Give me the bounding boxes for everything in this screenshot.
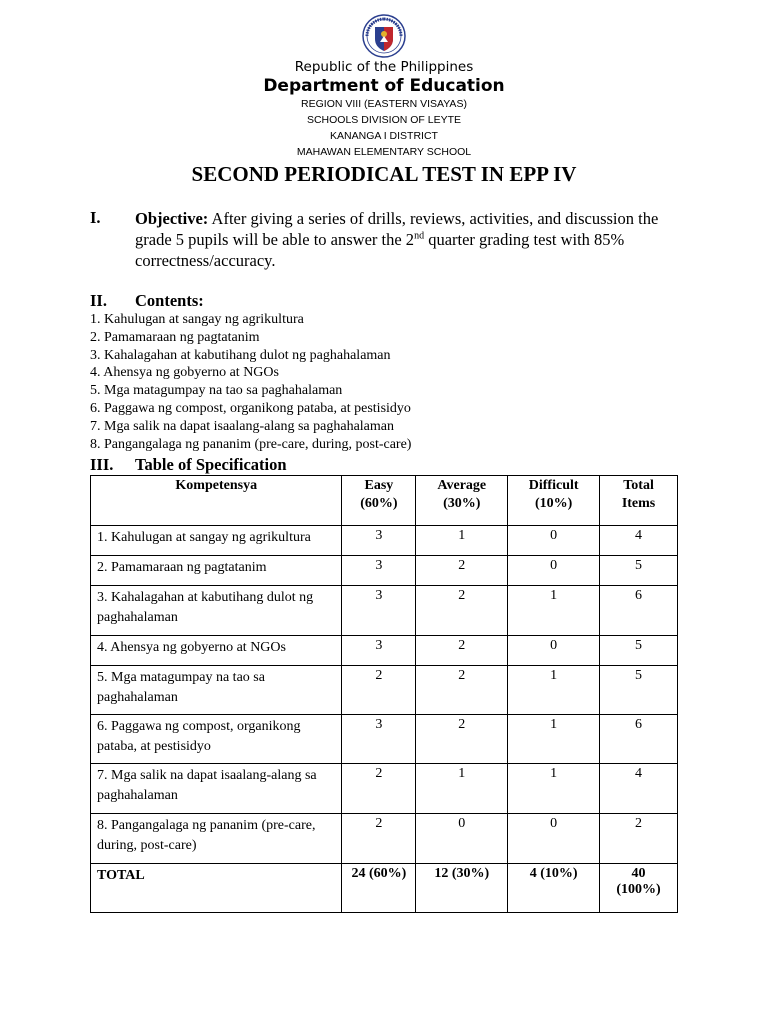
average-cell: 2	[416, 586, 508, 636]
contents-item: 1. Kahulugan at sangay ng agrikultura	[90, 312, 304, 327]
easy-cell: 3	[342, 636, 416, 666]
easy-cell: 3	[342, 556, 416, 586]
competency-cell: 4. Ahensya ng gobyerno at NGOs	[91, 636, 342, 666]
average-cell: 1	[416, 764, 508, 814]
contents-item: 7. Mga salik na dapat isaalang-alang sa paghahalaman	[90, 418, 394, 434]
easy-cell: 2	[342, 814, 416, 864]
average-cell: 2	[416, 715, 508, 764]
section-number-specification: III.	[90, 455, 114, 474]
republic-heading: Republic of the Philippines	[294, 59, 474, 75]
contents-item: 5. Mga matagumpay na tao sa paghahalaman	[90, 383, 343, 399]
total-average-cell: 12 (30%)	[416, 864, 508, 913]
table-row	[91, 814, 678, 864]
contents-list	[90, 311, 411, 453]
competency-cell: 2. Pamamaraan ng pagtatanim	[91, 556, 342, 586]
total-items-cell: 40 (100%)	[600, 864, 678, 913]
deped-seal-logo	[362, 14, 406, 58]
difficult-cell: 1	[508, 715, 600, 764]
competency-cell: 3. Kahalagahan at kabutihang dulot ng paghahalaman	[91, 586, 342, 636]
average-cell: 2	[416, 636, 508, 666]
difficult-cell: 0	[508, 556, 600, 586]
header-average: Average (30%)	[416, 476, 508, 526]
table-row	[91, 586, 678, 636]
contents-item: 6. Paggawa ng compost, organikong pataba, at pestisidyo	[90, 400, 411, 416]
average-cell: 0	[416, 814, 508, 864]
average-cell: 2	[416, 556, 508, 586]
total-easy-cell: 24 (60%)	[342, 864, 416, 913]
table-row	[91, 526, 678, 556]
section-number-objective: I.	[90, 208, 101, 227]
table-total-row	[91, 864, 678, 913]
objective-paragraph	[135, 208, 680, 271]
school-line: MAHAWAN ELEMENTARY SCHOOL	[296, 146, 472, 158]
difficult-cell: 1	[508, 586, 600, 636]
table-row	[91, 636, 678, 666]
competency-cell: 1. Kahulugan at sangay ng agrikultura	[91, 526, 342, 556]
objective-superscript: nd	[414, 230, 425, 242]
header-competency: Kompetensya	[91, 476, 342, 526]
easy-cell: 3	[342, 586, 416, 636]
competency-cell: 5. Mga matagumpay na tao sa paghahalaman	[91, 666, 342, 715]
contents-item: 2. Pamamaraan ng pagtatanim	[90, 329, 260, 345]
contents-item: 3. Kahalagahan at kabutihang dulot ng paghahalaman	[90, 347, 391, 363]
competency-cell: 6. Paggawa ng compost, organikong pataba, at pestisidyo	[91, 715, 342, 764]
competency-cell: 8. Pangangalaga ng pananim (pre-care, during, post-care)	[91, 814, 342, 864]
total-cell: 5	[600, 636, 678, 666]
table-header-row	[91, 476, 678, 526]
header-total-items: Total Items	[600, 476, 678, 526]
objective-label: Objective:	[135, 209, 209, 228]
total-label-cell: TOTAL	[91, 864, 342, 913]
region-line: REGION VIII (EASTERN VISAYAS)	[301, 98, 467, 110]
table-row	[91, 556, 678, 586]
contents-heading: Contents:	[135, 291, 204, 310]
table-row	[91, 764, 678, 814]
total-cell: 4	[600, 764, 678, 814]
header-easy: Easy (60%)	[342, 476, 416, 526]
header-difficult: Difficult (10%)	[508, 476, 600, 526]
objective-text-after: quarter grading test with 85% correctness/accuracy.	[135, 230, 625, 270]
difficult-cell: 1	[508, 764, 600, 814]
objective-text-before: After giving a series of drills, reviews, activities, and discussion the grade 5 pupils will be able to answer the 2	[135, 209, 659, 249]
average-cell: 1	[416, 526, 508, 556]
specification-table	[90, 475, 678, 913]
total-cell: 6	[600, 715, 678, 764]
total-cell: 5	[600, 556, 678, 586]
easy-cell: 2	[342, 666, 416, 715]
table-row	[91, 666, 678, 715]
total-difficult-cell: 4 (10%)	[508, 864, 600, 913]
difficult-cell: 0	[508, 636, 600, 666]
difficult-cell: 0	[508, 526, 600, 556]
section-number-contents: II.	[90, 291, 107, 310]
easy-cell: 3	[342, 715, 416, 764]
table-row	[91, 715, 678, 764]
total-cell: 5	[600, 666, 678, 715]
total-cell: 4	[600, 526, 678, 556]
difficult-cell: 0	[508, 814, 600, 864]
difficult-cell: 1	[508, 666, 600, 715]
document-title: SECOND PERIODICAL TEST IN EPP IV	[191, 162, 577, 186]
average-cell: 2	[416, 666, 508, 715]
competency-cell: 7. Mga salik na dapat isaalang-alang sa paghahalaman	[91, 764, 342, 814]
total-cell: 2	[600, 814, 678, 864]
total-cell: 6	[600, 586, 678, 636]
easy-cell: 2	[342, 764, 416, 814]
department-heading: Department of Education	[263, 76, 505, 96]
specification-heading: Table of Specification	[135, 455, 287, 474]
division-line: SCHOOLS DIVISION OF LEYTE	[306, 114, 462, 126]
easy-cell: 3	[342, 526, 416, 556]
contents-item: 8. Pangangalaga ng pananim (pre-care, during, post-care)	[90, 436, 412, 452]
district-line: KANANGA I DISTRICT	[330, 130, 438, 142]
contents-item: 4. Ahensya ng gobyerno at NGOs	[90, 365, 279, 381]
